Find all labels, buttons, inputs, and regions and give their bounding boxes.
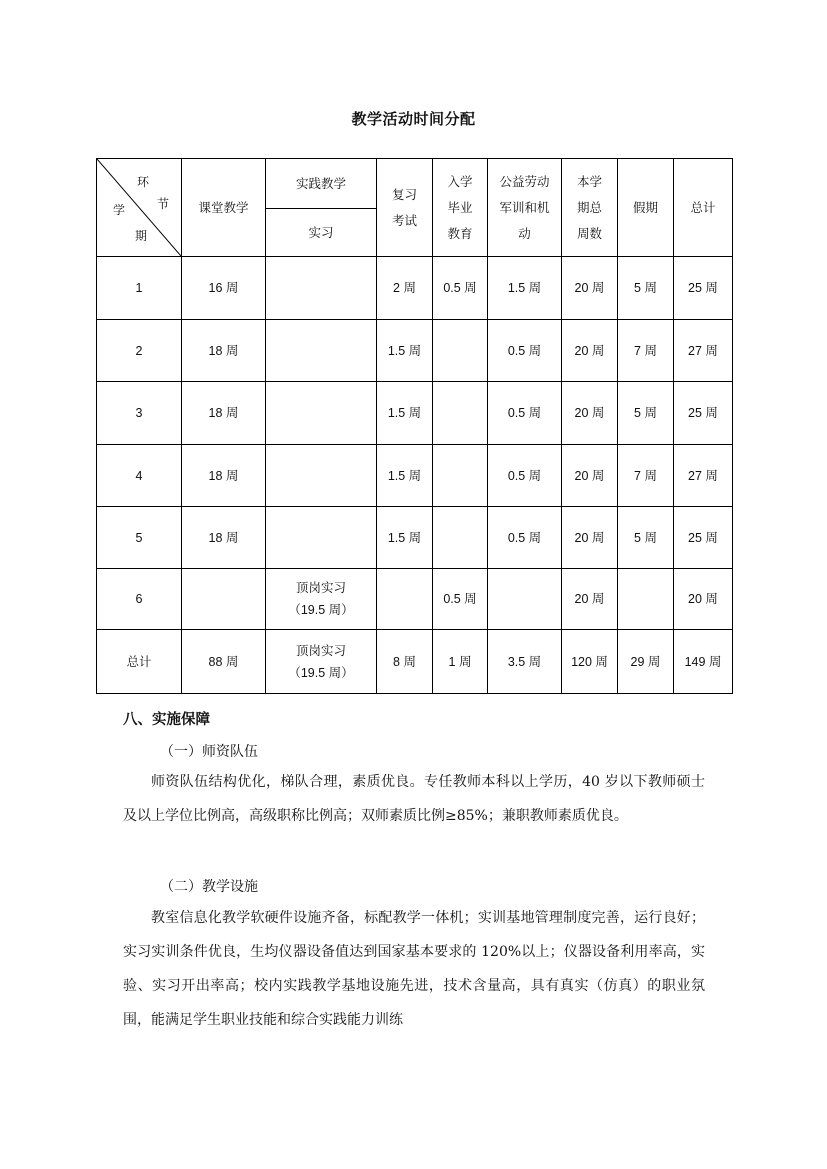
- header-weeks-l3: 周数: [576, 225, 602, 241]
- cell-total: 25 周: [674, 257, 733, 320]
- cell-labor: 3.5 周: [488, 630, 562, 694]
- cell-term: 3: [97, 382, 182, 445]
- header-weeks: [562, 159, 618, 257]
- table-row: [97, 630, 733, 694]
- cell-weeks: 20 周: [562, 569, 618, 630]
- cell-practice: [266, 630, 377, 694]
- cell-classroom: 18 周: [182, 507, 266, 569]
- header-weeks-l1: 本学: [576, 173, 602, 189]
- cell-entry: 1 周: [433, 630, 488, 694]
- cell-review: 2 周: [377, 257, 433, 320]
- header-labor: [488, 159, 562, 257]
- cell-entry: [433, 320, 488, 382]
- cell-classroom: [182, 569, 266, 630]
- cell-practice-line1: 顶岗实习: [295, 643, 346, 658]
- cell-term: 6: [97, 569, 182, 630]
- header-labor-l3: 动: [518, 225, 531, 241]
- header-classroom: 课堂教学: [182, 159, 266, 257]
- corner-label-bottom: 期: [135, 229, 148, 243]
- cell-practice-line2: （19.5 周）: [288, 603, 354, 617]
- corner-label-left: 学: [113, 203, 126, 217]
- cell-practice: [266, 569, 377, 630]
- cell-total: 25 周: [674, 507, 733, 569]
- paragraph-facilities: 教室信息化教学软硬件设施齐备，标配教学一体机；实训基地管理制度完善，运行良好；实习实训条件优良，生均仪器设备值达到国家基本要求的 120%以上；仪器设备利用率高，实验、实习开出率高；校内实践教学基地设施先进，技术含量高，具有真实（仿真）的职业氛围，能满足学生职业技能和综合实践能力训练: [123, 910, 705, 1028]
- cell-weeks: 20 周: [562, 257, 618, 320]
- cell-labor: [488, 569, 562, 630]
- cell-practice: [266, 507, 377, 569]
- cell-weeks: 20 周: [562, 382, 618, 445]
- header-review-l1: 复习: [391, 186, 417, 202]
- cell-practice-line2: （19.5 周）: [288, 665, 354, 680]
- header-entry-l3: 教育: [447, 225, 473, 241]
- table-row: [97, 320, 733, 382]
- cell-entry: 0.5 周: [433, 569, 488, 630]
- page-title: 教学活动时间分配: [351, 110, 476, 128]
- cell-total: 27 周: [674, 445, 733, 507]
- cell-classroom: 18 周: [182, 320, 266, 382]
- table-row: [97, 507, 733, 569]
- cell-holiday: [618, 569, 674, 630]
- header-total: 总计: [674, 159, 733, 257]
- subsection-faculty: （一）师资队伍: [160, 744, 258, 760]
- cell-labor: 1.5 周: [488, 257, 562, 320]
- cell-holiday: 5 周: [618, 382, 674, 445]
- cell-holiday: 29 周: [618, 630, 674, 694]
- section-heading: 八、实施保障: [123, 712, 210, 728]
- cell-classroom: 18 周: [182, 445, 266, 507]
- cell-entry: [433, 445, 488, 507]
- header-labor-l2: 军训和机: [499, 199, 550, 215]
- cell-term: 2: [97, 320, 182, 382]
- header-review: [377, 159, 433, 257]
- table-row: [97, 257, 733, 320]
- cell-review: 1.5 周: [377, 507, 433, 569]
- cell-practice: [266, 382, 377, 445]
- cell-entry: 0.5 周: [433, 257, 488, 320]
- paragraph-faculty: 师资队伍结构优化，梯队合理，素质优良。专任教师本科以上学历，40 岁以下教师硕士及以上学位比例高，高级职称比例高；双师素质比例≥85%；兼职教师素质优良。: [123, 774, 705, 824]
- cell-holiday: 7 周: [618, 320, 674, 382]
- subsection-facilities: （二）教学设施: [160, 879, 258, 895]
- cell-total: 20 周: [674, 569, 733, 630]
- cell-labor: 0.5 周: [488, 445, 562, 507]
- cell-weeks: 120 周: [562, 630, 618, 694]
- cell-review: 1.5 周: [377, 382, 433, 445]
- cell-practice: [266, 320, 377, 382]
- cell-labor: 0.5 周: [488, 382, 562, 445]
- cell-classroom: 88 周: [182, 630, 266, 694]
- header-review-l2: 考试: [391, 212, 417, 228]
- header-practice-sub: 实习: [266, 209, 377, 257]
- cell-term: 5: [97, 507, 182, 569]
- cell-holiday: 5 周: [618, 257, 674, 320]
- header-practice: 实践教学: [266, 159, 377, 209]
- cell-labor: 0.5 周: [488, 507, 562, 569]
- table-row: [97, 445, 733, 507]
- corner-header-cell: [97, 159, 182, 257]
- header-entry-l1: 入学: [447, 173, 473, 189]
- cell-practice: [266, 445, 377, 507]
- cell-holiday: 5 周: [618, 507, 674, 569]
- cell-holiday: 7 周: [618, 445, 674, 507]
- cell-term: 总计: [97, 630, 182, 694]
- table-row: [97, 382, 733, 445]
- header-holiday: 假期: [618, 159, 674, 257]
- cell-review: [377, 569, 433, 630]
- cell-entry: [433, 507, 488, 569]
- corner-label-top: 环: [137, 175, 150, 189]
- cell-weeks: 20 周: [562, 507, 618, 569]
- cell-review: 8 周: [377, 630, 433, 694]
- header-weeks-l2: 期总: [576, 199, 602, 215]
- header-entry: [433, 159, 488, 257]
- cell-entry: [433, 382, 488, 445]
- cell-term: 4: [97, 445, 182, 507]
- table-row: [97, 569, 733, 630]
- cell-total: 25 周: [674, 382, 733, 445]
- cell-weeks: 20 周: [562, 445, 618, 507]
- cell-classroom: 18 周: [182, 382, 266, 445]
- cell-total: 149 周: [674, 630, 733, 694]
- header-labor-l1: 公益劳动: [499, 173, 550, 189]
- cell-classroom: 16 周: [182, 257, 266, 320]
- cell-practice: [266, 257, 377, 320]
- corner-label-right: 节: [157, 197, 170, 211]
- cell-practice-line1: 顶岗实习: [295, 581, 346, 595]
- cell-review: 1.5 周: [377, 320, 433, 382]
- header-entry-l2: 毕业: [447, 199, 473, 215]
- cell-weeks: 20 周: [562, 320, 618, 382]
- cell-review: 1.5 周: [377, 445, 433, 507]
- schedule-table: [96, 158, 733, 694]
- cell-total: 27 周: [674, 320, 733, 382]
- cell-labor: 0.5 周: [488, 320, 562, 382]
- cell-term: 1: [97, 257, 182, 320]
